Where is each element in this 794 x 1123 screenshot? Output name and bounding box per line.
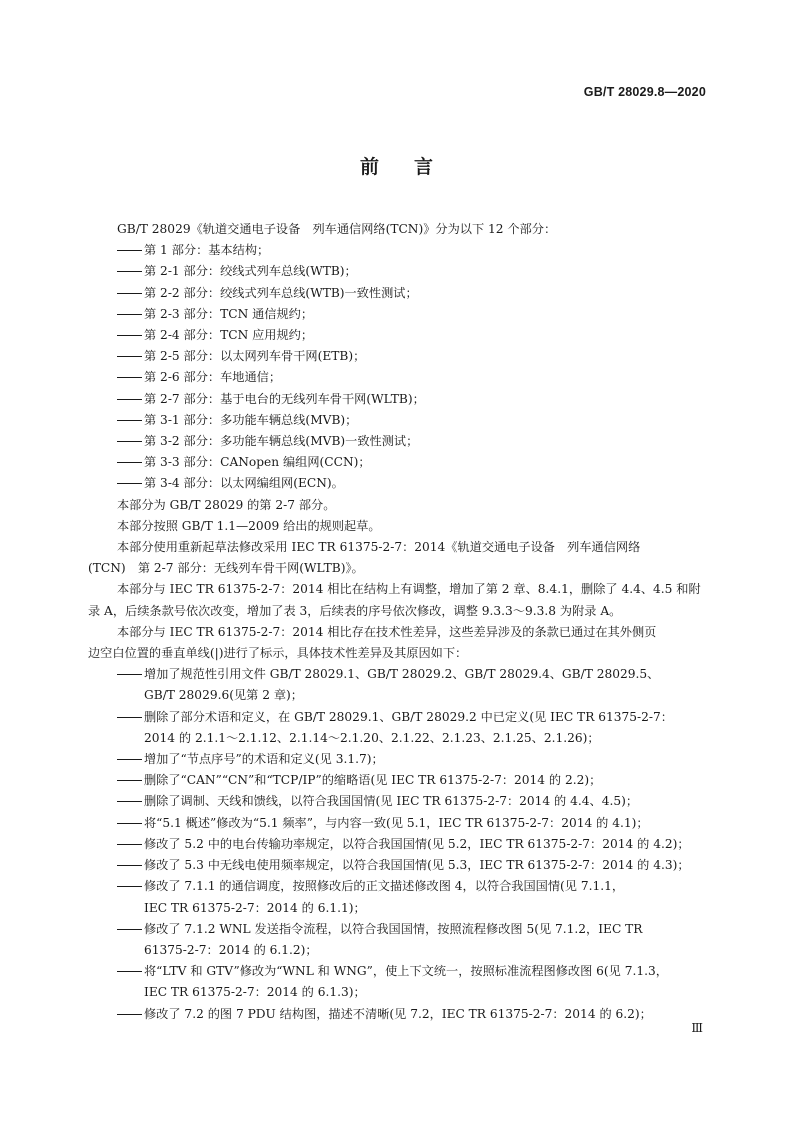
paragraph-line: 本部分与 IEC TR 61375-2-7：2014 相比在结构上有调整，增加了第 2 章、8.4.1，删除了 4.4、4.5 和附 [117, 582, 701, 597]
paragraph-line: (TCN) 第 2-7 部分：无线列车骨干网(WLTB)》。 [88, 561, 364, 576]
difference-item: 修改了 5.3 中无线电使用频率规定，以符合我国国情(见 5.3，IEC TR 61375-2-7：2014 的 4.3)； [117, 855, 707, 876]
difference-item: 将“5.1 概述”修改为“5.1 频率”，与内容一致(见 5.1，IEC TR 61375-2-7：2014 的 4.1)； [117, 813, 707, 834]
difference-item: 修改了 5.2 中的电台传输功率规定，以符合我国国情(见 5.2，IEC TR 61375-2-7：2014 的 4.2)； [117, 834, 707, 855]
title-char-right: 言 [414, 156, 435, 178]
difference-item: 修改了 7.2 的图 7 PDU 结构图，描述不清晰(见 7.2，IEC TR 61375-2-7：2014 的 6.2)； [117, 1004, 707, 1025]
part-item: 第 1 部分：基本结构； [117, 240, 707, 261]
difference-item: 修改了 7.1.1 的通信调度，按照修改后的正文描述修改图 4，以符合我国国情(见 7.1.1， IEC TR 61375-2-7：2014 的 6.1.1)； [117, 876, 707, 918]
part-item: 第 2-5 部分：以太网列车骨干网(ETB)； [117, 346, 707, 367]
part-item: 第 2-7 部分：基于电台的无线列车骨干网(WLTB)； [117, 389, 707, 410]
document-body [88, 219, 707, 1025]
difference-item: 增加了“节点序号”的术语和定义(见 3.1.7)； [117, 749, 707, 770]
part-item: 第 2-4 部分：TCN 应用规约； [117, 325, 707, 346]
paragraph-adoption [88, 537, 707, 579]
intro-paragraph: GB/T 28029《轨道交通电子设备 列车通信网络(TCN)》分为以下 12 个部分： [117, 222, 557, 236]
difference-item: 修改了 7.1.2 WNL 发送指令流程，以符合我国国情，按照流程修改图 5(见 7.1.2，IEC TR 61375-2-7：2014 的 6.1.2)； [117, 919, 707, 961]
paragraph-line: 本部分使用重新起草法修改采用 IEC TR 61375-2-7：2014《轨道交通电子设备 列车通信网络 [117, 540, 641, 555]
paragraph-part-number: 本部分为 GB/T 28029 的第 2-7 部分。 [117, 497, 336, 512]
page-number: Ⅲ [691, 1021, 703, 1035]
difference-item: 将“LTV 和 GTV”修改为“WNL 和 WNG”，使上下文统一，按照标准流程图修改图 6(见 7.1.3， IEC TR 61375-2-7：2014 的 6.1.3)； [117, 961, 707, 1003]
difference-item: 增加了规范性引用文件 GB/T 28029.1、GB/T 28029.2、GB/T 28029.4、GB/T 28029.5、 GB/T 28029.6(见第 2 章)； [117, 664, 707, 706]
part-item: 第 3-3 部分：CANopen 编组网(CCN)； [117, 452, 707, 473]
part-item: 第 2-1 部分：绞线式列车总线(WTB)； [117, 261, 707, 282]
paragraph-line: 录 A，后续条款号依次改变，增加了表 3，后续表的序号依次修改，调整 9.3.3～9.3.8 为附录 A。 [88, 603, 622, 618]
paragraph-structure-changes [88, 579, 707, 621]
part-item: 第 3-4 部分：以太网编组网(ECN)。 [117, 473, 707, 494]
difference-item: 删除了调制、天线和馈线，以符合我国国情(见 IEC TR 61375-2-7：2014 的 4.4、4.5)； [117, 791, 707, 812]
page-title [0, 152, 794, 179]
difference-item: 删除了部分术语和定义，在 GB/T 28029.1、GB/T 28029.2 中已定义(见 IEC TR 61375-2-7： 2014 的 2.1.1～2.1.12、2.1.14～2.1.20、2.1.22、2.1.23、2.1.25、2.1.26)； [117, 707, 707, 749]
difference-item: 删除了“CAN”“CN”和“TCP/IP”的缩略语(见 IEC TR 61375-2-7：2014 的 2.2)； [117, 770, 707, 791]
part-item: 第 3-1 部分：多功能车辆总线(MVB)； [117, 410, 707, 431]
part-item: 第 2-3 部分：TCN 通信规约； [117, 304, 707, 325]
paragraph-line: 本部分与 IEC TR 61375-2-7：2014 相比存在技术性差异，这些差异涉及的条款已通过在其外侧页 [117, 624, 657, 639]
paragraph-technical-differences [88, 622, 707, 664]
part-item: 第 2-2 部分：绞线式列车总线(WTB)一致性测试； [117, 283, 707, 304]
paragraph-drafting-rules: 本部分按照 GB/T 1.1—2009 给出的规则起草。 [117, 518, 381, 533]
standard-code: GB/T 28029.8—2020 [583, 85, 706, 99]
paragraph-line: 边空白位置的垂直单线(|)进行了标示，具体技术性差异及其原因如下： [88, 646, 468, 661]
title-char-left: 前 [359, 156, 380, 178]
part-item: 第 2-6 部分：车地通信； [117, 367, 707, 388]
part-item: 第 3-2 部分：多功能车辆总线(MVB)一致性测试； [117, 431, 707, 452]
